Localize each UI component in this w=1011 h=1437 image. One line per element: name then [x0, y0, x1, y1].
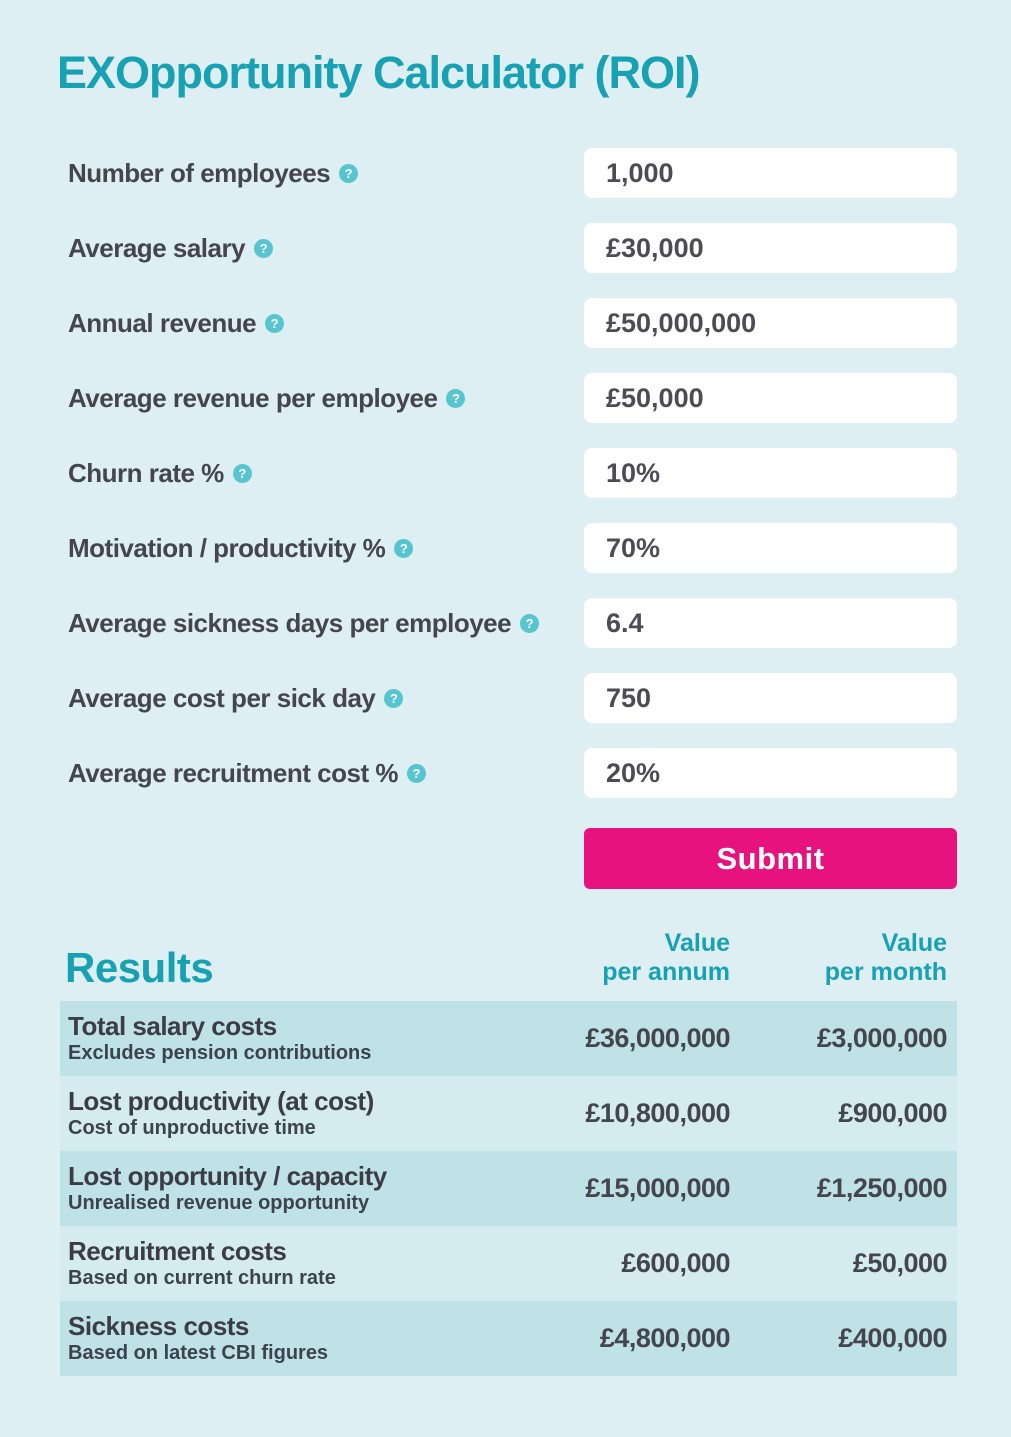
page-title: EXOpportunity Calculator (ROI) [57, 47, 700, 98]
column-header-line2: per month [824, 958, 947, 986]
row-title: Total salary costs [68, 1011, 277, 1041]
help-icon[interactable]: ? [265, 314, 284, 333]
submit-row [0, 828, 1011, 889]
help-icon[interactable]: ? [339, 164, 358, 183]
help-icon[interactable]: ? [520, 614, 539, 633]
field-label-wrap [68, 683, 584, 714]
field-row-average-salary [0, 223, 1011, 273]
value-per-month: £900,000 [838, 1098, 947, 1128]
row-subtitle: Based on latest CBI figures [68, 1342, 329, 1364]
row-subtitle: Cost of unproductive time [68, 1117, 316, 1139]
row-title: Recruitment costs [68, 1236, 287, 1266]
field-label: Churn rate % [68, 457, 224, 488]
field-row-churn-rate [0, 448, 1011, 498]
value-per-annum: £15,000,000 [585, 1173, 730, 1203]
table-row-lost-productivity [60, 1076, 957, 1151]
field-row-motivation-productivity [0, 523, 1011, 573]
row-text [68, 1078, 565, 1149]
field-label-wrap [68, 383, 584, 414]
help-icon[interactable]: ? [394, 539, 413, 558]
row-text [68, 1303, 565, 1374]
average-salary-input[interactable] [584, 223, 957, 273]
field-label: Number of employees [68, 157, 331, 188]
row-title: Sickness costs [68, 1311, 249, 1341]
row-text [68, 1153, 565, 1224]
column-header-per-month [730, 929, 947, 993]
average-recruitment-cost-input[interactable] [584, 748, 957, 798]
value-per-annum: £10,800,000 [585, 1098, 730, 1128]
field-label: Average cost per sick day [68, 682, 376, 713]
motivation-productivity-input[interactable] [584, 523, 957, 573]
results-header [65, 929, 947, 993]
value-per-month: £400,000 [838, 1323, 947, 1353]
row-title: Lost productivity (at cost) [68, 1086, 374, 1116]
value-per-annum: £600,000 [621, 1248, 730, 1278]
average-revenue-per-employee-input[interactable] [584, 373, 957, 423]
table-row-recruitment-costs [60, 1226, 957, 1301]
field-label-wrap [68, 758, 584, 789]
help-icon[interactable]: ? [407, 764, 426, 783]
field-label-wrap [68, 608, 584, 639]
submit-button[interactable]: Submit [584, 828, 957, 889]
results-title: Results [65, 944, 214, 991]
field-label: Motivation / productivity % [68, 532, 386, 563]
row-title: Lost opportunity / capacity [68, 1161, 387, 1191]
value-per-month: £3,000,000 [816, 1023, 947, 1053]
field-label: Average salary [68, 232, 246, 263]
row-subtitle: Based on current churn rate [68, 1267, 336, 1289]
average-sickness-days-input[interactable] [584, 598, 957, 648]
field-label: Average recruitment cost % [68, 757, 398, 788]
table-row-lost-opportunity [60, 1151, 957, 1226]
help-icon[interactable]: ? [233, 464, 252, 483]
field-row-annual-revenue [0, 298, 1011, 348]
field-label: Average sickness days per employee [68, 607, 512, 638]
churn-rate-input[interactable] [584, 448, 957, 498]
row-subtitle: Excludes pension contributions [68, 1042, 372, 1064]
value-per-month: £1,250,000 [816, 1173, 947, 1203]
row-text [68, 1228, 565, 1299]
value-per-annum: £36,000,000 [585, 1023, 730, 1053]
help-icon[interactable]: ? [446, 389, 465, 408]
number-of-employees-input[interactable] [584, 148, 957, 198]
table-row-sickness-costs [60, 1301, 957, 1376]
field-label-wrap [68, 458, 584, 489]
field-label: Average revenue per employee [68, 382, 438, 413]
column-header-line1: Value [664, 929, 730, 957]
field-label: Annual revenue [68, 307, 257, 338]
field-row-average-cost-per-sick-day [0, 673, 1011, 723]
help-icon[interactable]: ? [254, 239, 273, 258]
value-per-annum: £4,800,000 [599, 1323, 730, 1353]
results-table [60, 1001, 957, 1376]
help-icon[interactable]: ? [384, 689, 403, 708]
table-row-total-salary-costs [60, 1001, 957, 1076]
average-cost-per-sick-day-input[interactable] [584, 673, 957, 723]
calculator-form [0, 148, 1011, 889]
field-label-wrap [68, 158, 584, 189]
field-row-average-revenue-per-employee [0, 373, 1011, 423]
field-label-wrap [68, 533, 584, 564]
field-row-average-sickness-days [0, 598, 1011, 648]
field-label-wrap [68, 233, 584, 264]
row-text [68, 1003, 565, 1074]
value-per-month: £50,000 [852, 1248, 947, 1278]
field-label-wrap [68, 308, 584, 339]
field-row-number-of-employees [0, 148, 1011, 198]
column-header-per-annum [565, 929, 730, 993]
column-header-line2: per annum [602, 958, 730, 986]
field-row-average-recruitment-cost [0, 748, 1011, 798]
column-header-line1: Value [881, 929, 947, 957]
annual-revenue-input[interactable] [584, 298, 957, 348]
row-subtitle: Unrealised revenue opportunity [68, 1192, 370, 1214]
